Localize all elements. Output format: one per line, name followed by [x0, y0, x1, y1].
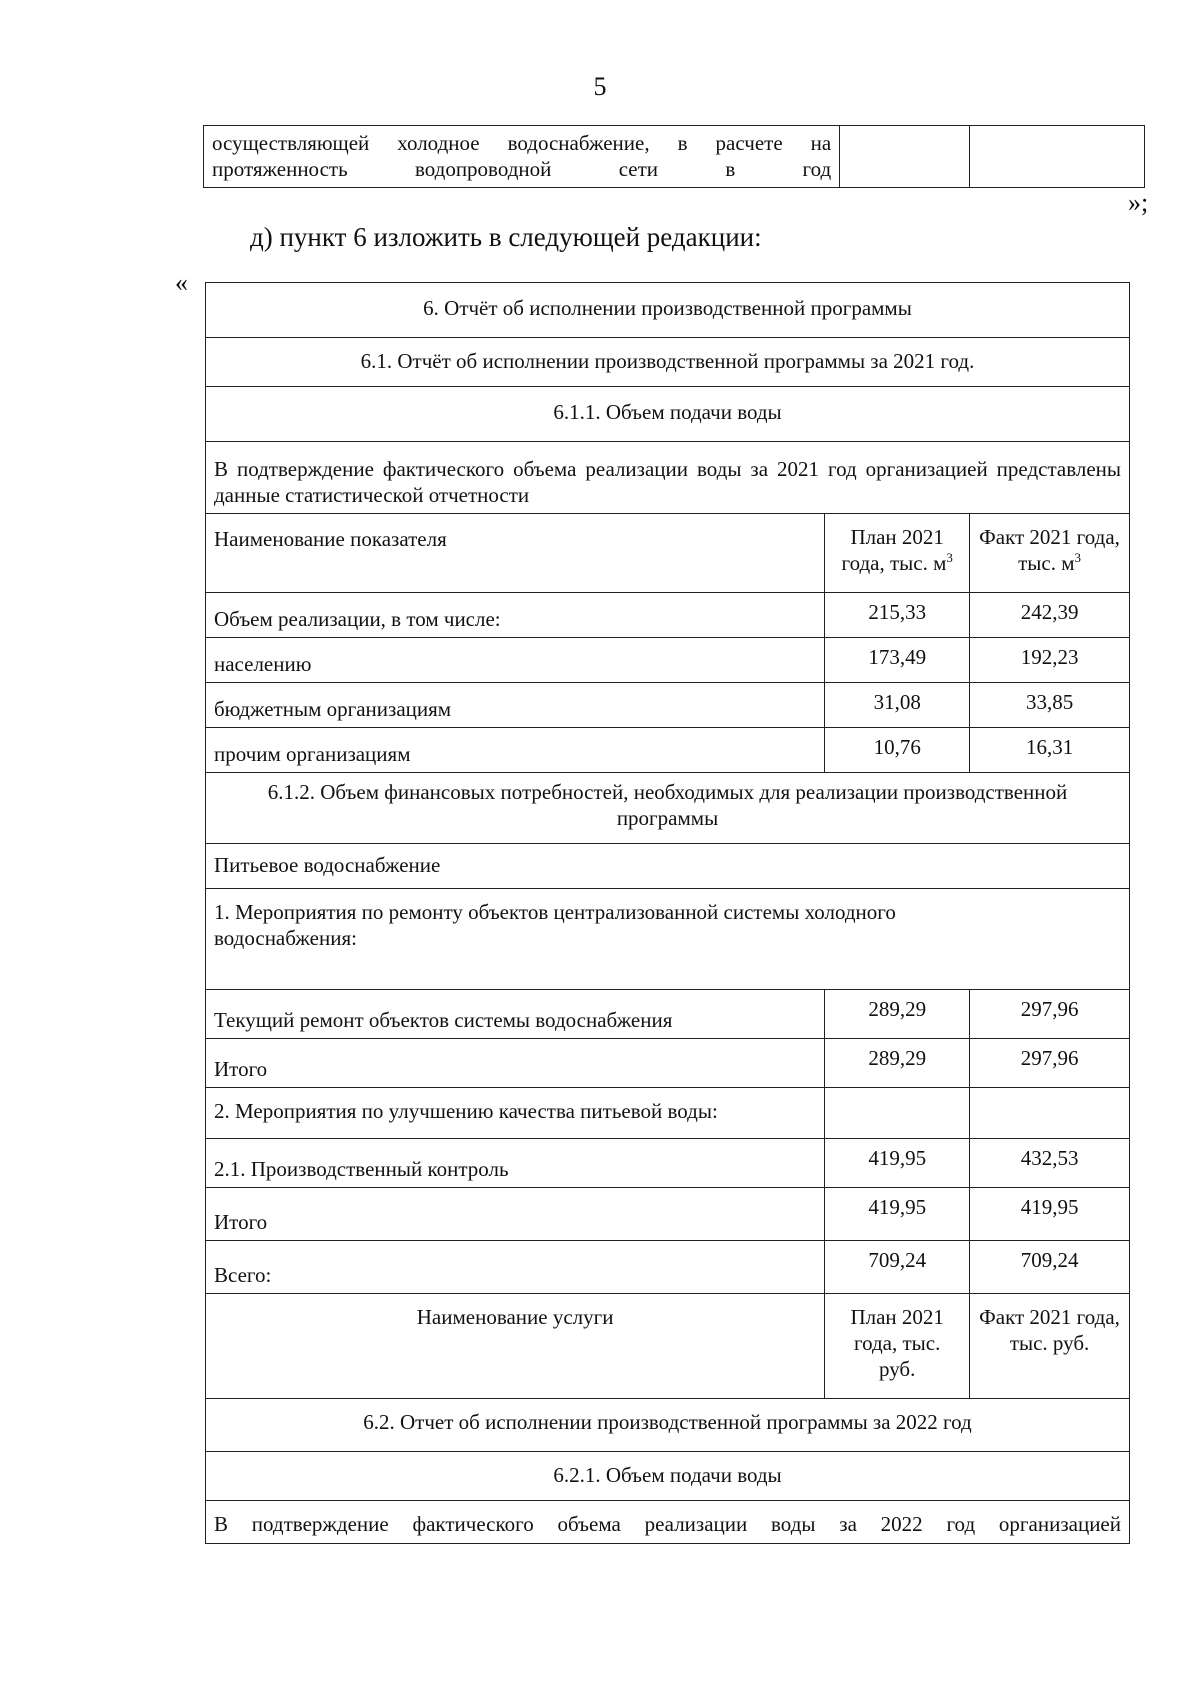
finance-row-fact: 297,96 [970, 1038, 1130, 1087]
finance-row-name: Итого [206, 1187, 825, 1240]
table-row [206, 1451, 1130, 1500]
fact-2021-volume-header-text: Факт 2021 года, тыс. м [979, 524, 1120, 575]
finance-row-plan: 419,95 [825, 1187, 970, 1240]
fact-2021-finance-header: Факт 2021 года, тыс. руб. [970, 1293, 1130, 1398]
section-6-2-1-heading: 6.2.1. Объем подачи воды [206, 1451, 1130, 1500]
section-6-1-1-heading: 6.1.1. Объем подачи воды [206, 387, 1130, 442]
volume-row-name: бюджетным организациям [206, 682, 825, 727]
table-row [206, 989, 1130, 1038]
table-row [206, 283, 1130, 338]
indicator-name-header: Наименование показателя [206, 513, 825, 592]
finance-row-name: Текущий ремонт объектов системы водоснабжения [206, 989, 825, 1038]
table-row [206, 1398, 1130, 1451]
volume-row-name: Объем реализации, в том числе: [206, 592, 825, 637]
finance-row-fact: 297,96 [970, 989, 1130, 1038]
finance-row-name: Всего: [206, 1240, 825, 1293]
prev-table-text: осуществляющей холодное водоснабжение, в расчете на протяженность водопроводной сети в год [204, 126, 840, 188]
unit-exponent: 3 [946, 549, 953, 565]
table-row [206, 338, 1130, 387]
finance-row-fact: 419,95 [970, 1187, 1130, 1240]
page-number: 5 [593, 72, 607, 101]
unit-exponent: 3 [1074, 549, 1082, 565]
finance-row-plan: 709,24 [825, 1240, 970, 1293]
closing-quote: »; [1128, 188, 1149, 217]
service-name-header: Наименование услуги [206, 1293, 825, 1398]
table-row [206, 727, 1130, 772]
table-row [206, 1500, 1130, 1543]
volume-row-fact: 192,23 [970, 637, 1130, 682]
report-table [205, 282, 1130, 1544]
volume-row-name: прочим организациям [206, 727, 825, 772]
volume-row-plan: 215,33 [825, 592, 970, 637]
table-row [206, 1187, 1130, 1240]
volume-row-fact: 242,39 [970, 592, 1130, 637]
table-row [206, 513, 1130, 592]
previous-table-fragment [203, 125, 1145, 188]
table-row [206, 387, 1130, 442]
confirmation-2021-text: В подтверждение фактического объема реализации воды за 2021 год организацией представлены данные статистической отчетности [206, 442, 1130, 514]
table-row [206, 843, 1130, 888]
finance-row-name: 2.1. Производственный контроль [206, 1138, 825, 1187]
measures-1-label: 1. Мероприятия по ремонту объектов централизованной системы холодного водоснабжения: [206, 888, 1130, 989]
table-row [206, 682, 1130, 727]
instruction-text: д) пункт 6 изложить в следующей редакции: [250, 222, 762, 252]
finance-row-plan: 289,29 [825, 989, 970, 1038]
section-6-1-heading: 6.1. Отчёт об исполнении производственной программы за 2021 год. [206, 338, 1130, 387]
table-row [206, 1138, 1130, 1187]
table-row [206, 1038, 1130, 1087]
volume-row-plan: 173,49 [825, 637, 970, 682]
drinking-water-label: Питьевое водоснабжение [206, 843, 1130, 888]
table-row [206, 442, 1130, 514]
opening-quote: « [175, 268, 188, 297]
finance-row-plan: 289,29 [825, 1038, 970, 1087]
table-row [204, 126, 1145, 188]
table-row [206, 888, 1130, 989]
table-row [206, 637, 1130, 682]
measures-2-plan [825, 1087, 970, 1138]
measures-2-fact [970, 1087, 1130, 1138]
section-6-1-2-heading: 6.1.2. Объем финансовых потребностей, необходимых для реализации производственной программы [206, 772, 1130, 843]
finance-row-name: Итого [206, 1038, 825, 1087]
section-6-heading: 6. Отчёт об исполнении производственной программы [206, 283, 1130, 338]
table-row [206, 1087, 1130, 1138]
volume-row-plan: 10,76 [825, 727, 970, 772]
table-row [206, 1293, 1130, 1398]
volume-row-fact: 33,85 [970, 682, 1130, 727]
finance-row-plan: 419,95 [825, 1138, 970, 1187]
plan-2021-finance-header: План 2021 года, тыс. руб. [825, 1293, 970, 1398]
confirmation-2022-text: В подтверждение фактического объема реализации воды за 2022 год организацией [206, 1500, 1130, 1543]
plan-2021-volume-header [825, 513, 970, 592]
finance-row-fact: 709,24 [970, 1240, 1130, 1293]
section-6-2-heading: 6.2. Отчет об исполнении производственной программы за 2022 год [206, 1398, 1130, 1451]
table-row [206, 1240, 1130, 1293]
prev-table-plan [840, 126, 970, 188]
finance-row-fact: 432,53 [970, 1138, 1130, 1187]
volume-row-name: населению [206, 637, 825, 682]
prev-table-fact [970, 126, 1145, 188]
volume-row-fact: 16,31 [970, 727, 1130, 772]
volume-row-plan: 31,08 [825, 682, 970, 727]
plan-2021-volume-header-text: План 2021 года, тыс. м [841, 524, 947, 575]
table-row [206, 592, 1130, 637]
measures-2-label: 2. Мероприятия по улучшению качества питьевой воды: [206, 1087, 825, 1138]
table-row [206, 772, 1130, 843]
fact-2021-volume-header [970, 513, 1130, 592]
